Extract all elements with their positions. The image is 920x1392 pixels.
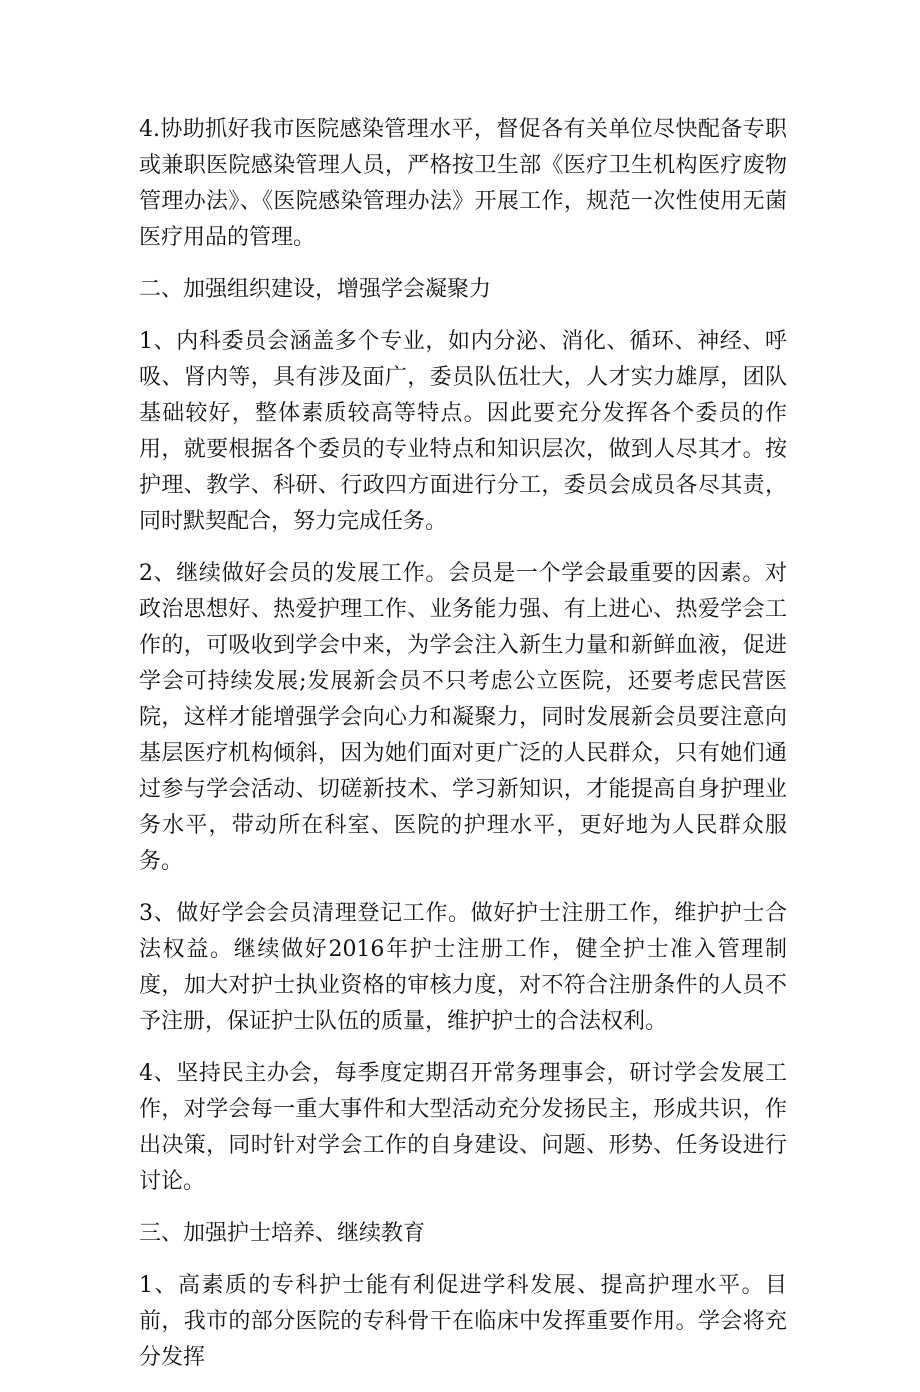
section-heading-training: 三、加强护士培养、继续教育 (139, 1221, 426, 1246)
paragraph-specialist-nurses: 1、高素质的专科护士能有利促进学科发展、提高护理水平。目前，我市的部分医院的专科骨干在临床中发挥重要作用。学会将充分发挥 (139, 1273, 787, 1370)
paragraph-infection-control: 4.协助抓好我市医院感染管理水平，督促各有关单位尽快配备专职或兼职医院感染管理人员，严格按卫生部《医疗卫生机构医疗废物管理办法》、《医院感染管理办法》开展工作，规范一次性使用无菌医疗用品的管理。 (139, 117, 787, 250)
paragraph-member-development: 2、继续做好会员的发展工作。会员是一个学会最重要的因素。对政治思想好、热爱护理工作、业务能力强、有上进心、热爱学会工作的，可吸收到学会中来，为学会注入新生力量和新鲜血液，促进学会可持续发展;发展新会员不只考虑公立医院，还要考虑民营医院，这样才能增强学会向心力和凝聚力，同时发展新会员要注意向基层医疗机构倾斜，因为她们面对更广泛的人民群众，只有她们通过参与学会活动、切磋新技术、学习新知识，才能提高自身护理业务水平，带动所在科室、医院的护理水平，更好地为人民群众服务。 (139, 561, 787, 874)
section-heading-organization: 二、加强组织建设，增强学会凝聚力 (139, 277, 492, 302)
paragraph-democratic-management: 4、坚持民主办会，每季度定期召开常务理事会，研讨学会发展工作，对学会每一重大事件和大型活动充分发扬民主，形成共识，作出决策，同时针对学会工作的自身建设、问题、形势、任务设进行讨论。 (139, 1061, 787, 1194)
paragraph-member-registration: 3、做好学会会员清理登记工作。做好护士注册工作，维护护士合法权益。继续做好2016年护士注册工作，健全护士准入管理制度，加大对护士执业资格的审核力度，对不符合注册条件的人员不予注册，保证护士队伍的质量，维护护士的合法权利。 (139, 901, 787, 1034)
document-body (139, 112, 787, 1392)
paragraph-committee: 1、内科委员会涵盖多个专业，如内分泌、消化、循环、神经、呼吸、肾内等，具有涉及面广，委员队伍壮大，人才实力雄厚，团队基础较好，整体素质较高等特点。因此要充分发挥各个委员的作用，就要根据各个委员的专业特点和知识层次，做到人尽其才。按护理、教学、科研、行政四方面进行分工，委员会成员各尽其责，同时默契配合，努力完成任务。 (139, 329, 787, 534)
